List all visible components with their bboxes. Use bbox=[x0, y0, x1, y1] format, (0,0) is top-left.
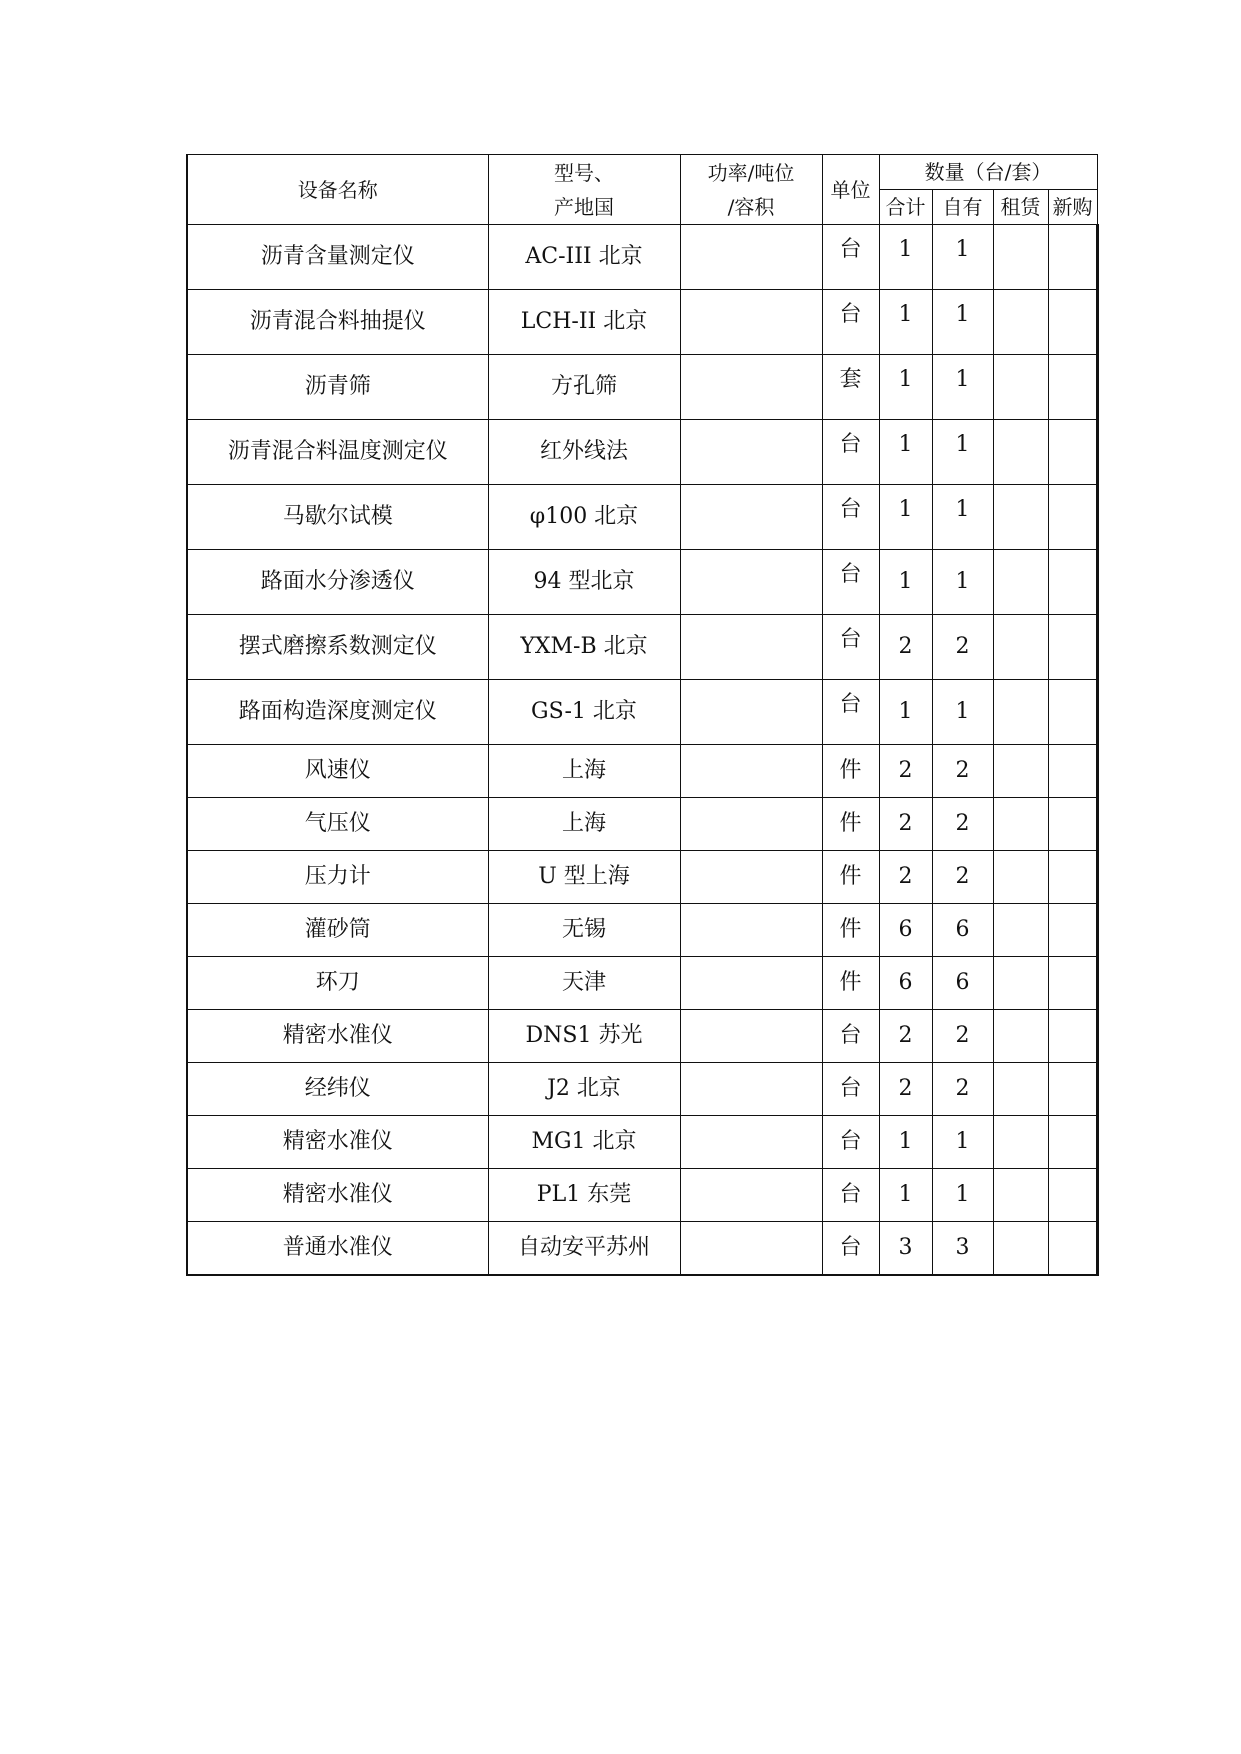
cell-unit: 台 bbox=[822, 1116, 879, 1169]
cell-name: 路面构造深度测定仪 bbox=[187, 680, 488, 745]
header-own: 自有 bbox=[932, 190, 993, 225]
cell-power bbox=[680, 851, 822, 904]
cell-total: 1 bbox=[879, 355, 932, 420]
cell-unit: 台 bbox=[822, 615, 879, 680]
cell-lease bbox=[993, 1222, 1048, 1276]
cell-unit: 台 bbox=[822, 1010, 879, 1063]
cell-model: AC-III 北京 bbox=[488, 225, 680, 290]
cell-model: MG1 北京 bbox=[488, 1116, 680, 1169]
cell-total: 1 bbox=[879, 290, 932, 355]
table-row bbox=[187, 225, 1097, 290]
cell-name: 精密水准仪 bbox=[187, 1010, 488, 1063]
header-quantity: 数量（台/套） bbox=[879, 155, 1097, 190]
cell-new bbox=[1048, 1222, 1097, 1276]
cell-unit: 台 bbox=[822, 1169, 879, 1222]
cell-name: 经纬仪 bbox=[187, 1063, 488, 1116]
cell-new bbox=[1048, 1169, 1097, 1222]
table-row bbox=[187, 680, 1097, 745]
cell-name: 气压仪 bbox=[187, 798, 488, 851]
cell-model: YXM-B 北京 bbox=[488, 615, 680, 680]
cell-new bbox=[1048, 1010, 1097, 1063]
cell-own: 6 bbox=[932, 957, 993, 1010]
cell-lease bbox=[993, 798, 1048, 851]
cell-model: 上海 bbox=[488, 798, 680, 851]
cell-lease bbox=[993, 1169, 1048, 1222]
cell-power bbox=[680, 1169, 822, 1222]
cell-power bbox=[680, 1116, 822, 1169]
cell-own: 1 bbox=[932, 485, 993, 550]
cell-total: 1 bbox=[879, 680, 932, 745]
cell-name: 风速仪 bbox=[187, 745, 488, 798]
cell-unit: 台 bbox=[822, 680, 879, 745]
header-model-line2: 产地国 bbox=[554, 194, 614, 219]
cell-own: 1 bbox=[932, 355, 993, 420]
cell-total: 1 bbox=[879, 1116, 932, 1169]
cell-unit: 台 bbox=[822, 1063, 879, 1116]
table-row bbox=[187, 485, 1097, 550]
cell-own: 2 bbox=[932, 798, 993, 851]
cell-name: 沥青筛 bbox=[187, 355, 488, 420]
table-row bbox=[187, 1169, 1097, 1222]
cell-own: 1 bbox=[932, 225, 993, 290]
cell-lease bbox=[993, 851, 1048, 904]
cell-lease bbox=[993, 957, 1048, 1010]
cell-model: U 型上海 bbox=[488, 851, 680, 904]
cell-unit: 件 bbox=[822, 745, 879, 798]
header-power-line1: 功率/吨位 bbox=[707, 160, 795, 185]
cell-model: DNS1 苏光 bbox=[488, 1010, 680, 1063]
cell-new bbox=[1048, 1116, 1097, 1169]
table-row bbox=[187, 745, 1097, 798]
header-model-line1: 型号、 bbox=[554, 160, 614, 185]
table-row bbox=[187, 1010, 1097, 1063]
cell-name: 摆式磨擦系数测定仪 bbox=[187, 615, 488, 680]
cell-name: 路面水分渗透仪 bbox=[187, 550, 488, 615]
cell-own: 1 bbox=[932, 420, 993, 485]
header-total: 合计 bbox=[879, 190, 932, 225]
cell-power bbox=[680, 680, 822, 745]
cell-own: 2 bbox=[932, 1010, 993, 1063]
cell-lease bbox=[993, 485, 1048, 550]
cell-lease bbox=[993, 1116, 1048, 1169]
table-row bbox=[187, 1116, 1097, 1169]
cell-model: 上海 bbox=[488, 745, 680, 798]
cell-total: 6 bbox=[879, 957, 932, 1010]
cell-new bbox=[1048, 355, 1097, 420]
cell-new bbox=[1048, 745, 1097, 798]
cell-own: 6 bbox=[932, 904, 993, 957]
cell-name: 沥青混合料温度测定仪 bbox=[187, 420, 488, 485]
cell-power bbox=[680, 485, 822, 550]
cell-new bbox=[1048, 290, 1097, 355]
cell-model: 自动安平苏州 bbox=[488, 1222, 680, 1276]
cell-model: 方孔筛 bbox=[488, 355, 680, 420]
cell-lease bbox=[993, 680, 1048, 745]
cell-new bbox=[1048, 1063, 1097, 1116]
cell-total: 2 bbox=[879, 615, 932, 680]
table-row bbox=[187, 290, 1097, 355]
cell-total: 2 bbox=[879, 851, 932, 904]
table-row bbox=[187, 851, 1097, 904]
cell-new bbox=[1048, 798, 1097, 851]
header-model bbox=[488, 155, 680, 225]
cell-total: 1 bbox=[879, 225, 932, 290]
table-row bbox=[187, 550, 1097, 615]
cell-unit: 件 bbox=[822, 851, 879, 904]
cell-model: 红外线法 bbox=[488, 420, 680, 485]
cell-power bbox=[680, 225, 822, 290]
table-row bbox=[187, 355, 1097, 420]
header-power-line2: /容积 bbox=[727, 194, 775, 219]
cell-own: 1 bbox=[932, 1169, 993, 1222]
table-row bbox=[187, 1063, 1097, 1116]
cell-total: 1 bbox=[879, 550, 932, 615]
cell-power bbox=[680, 798, 822, 851]
cell-new bbox=[1048, 615, 1097, 680]
cell-new bbox=[1048, 550, 1097, 615]
cell-lease bbox=[993, 904, 1048, 957]
cell-lease bbox=[993, 355, 1048, 420]
cell-own: 1 bbox=[932, 550, 993, 615]
cell-new bbox=[1048, 420, 1097, 485]
cell-power bbox=[680, 745, 822, 798]
header-lease: 租赁 bbox=[993, 190, 1048, 225]
cell-lease bbox=[993, 1010, 1048, 1063]
table-header bbox=[187, 155, 1097, 225]
cell-power bbox=[680, 290, 822, 355]
cell-own: 1 bbox=[932, 290, 993, 355]
cell-model: 无锡 bbox=[488, 904, 680, 957]
table-row bbox=[187, 615, 1097, 680]
cell-unit: 台 bbox=[822, 420, 879, 485]
cell-new bbox=[1048, 851, 1097, 904]
cell-total: 1 bbox=[879, 420, 932, 485]
cell-power bbox=[680, 957, 822, 1010]
cell-unit: 件 bbox=[822, 904, 879, 957]
cell-power bbox=[680, 550, 822, 615]
cell-name: 灌砂筒 bbox=[187, 904, 488, 957]
table-body bbox=[187, 225, 1097, 1276]
cell-name: 精密水准仪 bbox=[187, 1169, 488, 1222]
cell-model: GS-1 北京 bbox=[488, 680, 680, 745]
cell-lease bbox=[993, 290, 1048, 355]
cell-total: 1 bbox=[879, 1169, 932, 1222]
cell-power bbox=[680, 615, 822, 680]
cell-unit: 台 bbox=[822, 290, 879, 355]
table-row bbox=[187, 1222, 1097, 1276]
cell-new bbox=[1048, 957, 1097, 1010]
cell-new bbox=[1048, 485, 1097, 550]
cell-total: 2 bbox=[879, 798, 932, 851]
cell-own: 2 bbox=[932, 851, 993, 904]
cell-own: 3 bbox=[932, 1222, 993, 1276]
cell-lease bbox=[993, 420, 1048, 485]
cell-name: 精密水准仪 bbox=[187, 1116, 488, 1169]
cell-unit: 套 bbox=[822, 355, 879, 420]
cell-name: 环刀 bbox=[187, 957, 488, 1010]
cell-model: J2 北京 bbox=[488, 1063, 680, 1116]
cell-name: 马歇尔试模 bbox=[187, 485, 488, 550]
cell-new bbox=[1048, 904, 1097, 957]
cell-model: PL1 东莞 bbox=[488, 1169, 680, 1222]
cell-total: 6 bbox=[879, 904, 932, 957]
cell-own: 2 bbox=[932, 615, 993, 680]
cell-name: 压力计 bbox=[187, 851, 488, 904]
cell-power bbox=[680, 1010, 822, 1063]
cell-unit: 台 bbox=[822, 1222, 879, 1276]
cell-lease bbox=[993, 550, 1048, 615]
table-row bbox=[187, 904, 1097, 957]
cell-model: φ100 北京 bbox=[488, 485, 680, 550]
cell-lease bbox=[993, 1063, 1048, 1116]
cell-own: 2 bbox=[932, 1063, 993, 1116]
cell-name: 普通水准仪 bbox=[187, 1222, 488, 1276]
cell-total: 2 bbox=[879, 1010, 932, 1063]
cell-total: 1 bbox=[879, 485, 932, 550]
table-row bbox=[187, 957, 1097, 1010]
header-unit: 单位 bbox=[822, 155, 879, 225]
cell-power bbox=[680, 904, 822, 957]
cell-power bbox=[680, 1063, 822, 1116]
header-power bbox=[680, 155, 822, 225]
table-row bbox=[187, 420, 1097, 485]
cell-name: 沥青含量测定仪 bbox=[187, 225, 488, 290]
cell-lease bbox=[993, 745, 1048, 798]
equipment-table bbox=[186, 154, 1099, 1276]
cell-total: 3 bbox=[879, 1222, 932, 1276]
cell-own: 2 bbox=[932, 745, 993, 798]
cell-unit: 件 bbox=[822, 957, 879, 1010]
equipment-table-container bbox=[186, 154, 1099, 1276]
cell-power bbox=[680, 355, 822, 420]
cell-power bbox=[680, 1222, 822, 1276]
cell-unit: 件 bbox=[822, 798, 879, 851]
header-new: 新购 bbox=[1048, 190, 1097, 225]
cell-unit: 台 bbox=[822, 550, 879, 615]
cell-power bbox=[680, 420, 822, 485]
cell-new bbox=[1048, 680, 1097, 745]
cell-name: 沥青混合料抽提仪 bbox=[187, 290, 488, 355]
cell-model: 天津 bbox=[488, 957, 680, 1010]
cell-lease bbox=[993, 225, 1048, 290]
header-name: 设备名称 bbox=[187, 155, 488, 225]
cell-new bbox=[1048, 225, 1097, 290]
cell-total: 2 bbox=[879, 1063, 932, 1116]
cell-unit: 台 bbox=[822, 485, 879, 550]
cell-own: 1 bbox=[932, 680, 993, 745]
cell-total: 2 bbox=[879, 745, 932, 798]
table-row bbox=[187, 798, 1097, 851]
cell-model: 94 型北京 bbox=[488, 550, 680, 615]
cell-unit: 台 bbox=[822, 225, 879, 290]
cell-own: 1 bbox=[932, 1116, 993, 1169]
cell-model: LCH-II 北京 bbox=[488, 290, 680, 355]
cell-lease bbox=[993, 615, 1048, 680]
